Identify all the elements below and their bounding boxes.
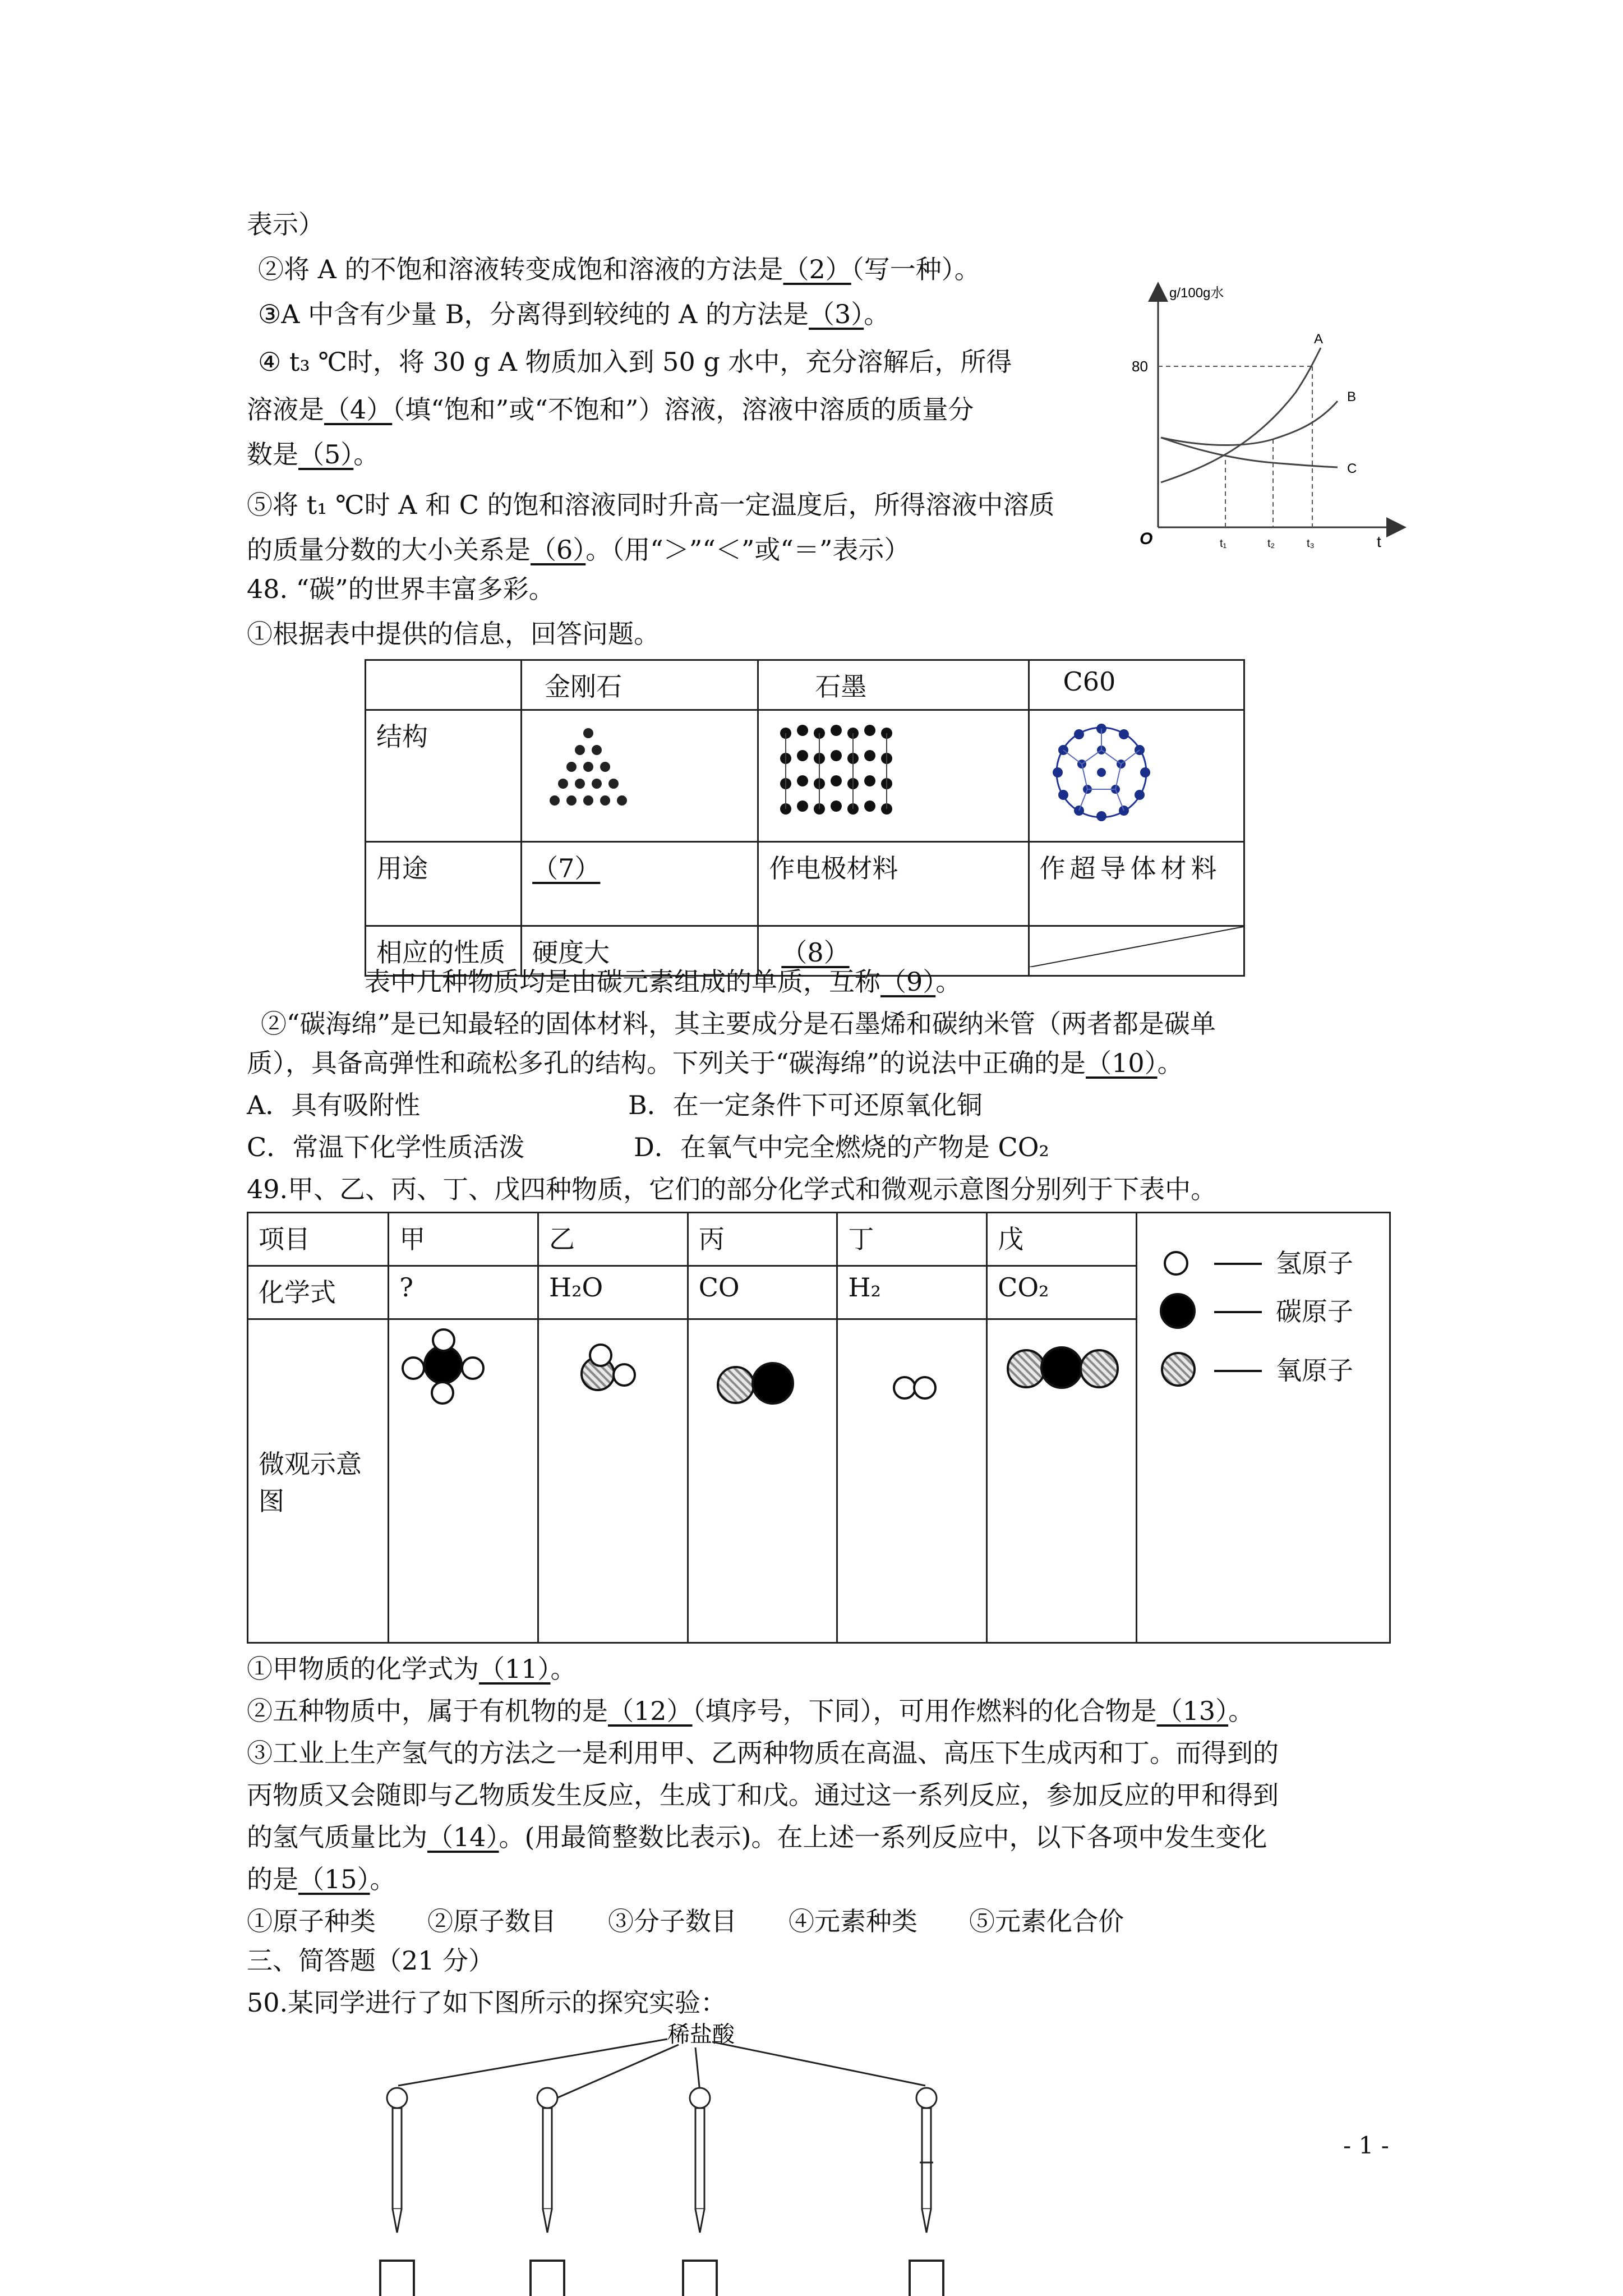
hydrogen-atom: [431, 1381, 454, 1405]
text: ①甲物质的化学式为: [247, 1654, 479, 1684]
q48-note: [365, 965, 961, 999]
formula-yi: H₂O: [538, 1266, 688, 1319]
use-diamond[interactable]: [522, 842, 758, 926]
formula-wu: CO₂: [987, 1266, 1137, 1319]
dropper-2: [537, 2088, 557, 2233]
text: 。: [864, 299, 890, 329]
blank-8[interactable]: （8）: [781, 937, 850, 968]
text: 。: [353, 439, 380, 470]
page-number: - 1 -: [1343, 2132, 1389, 2159]
micro-ding: [837, 1319, 987, 1643]
x-tick-t1: t₁: [1220, 537, 1227, 550]
origin-label: O: [1140, 530, 1153, 548]
option-d[interactable]: D．在氧气中完全燃烧的产物是 CO₂: [634, 1132, 1049, 1162]
q47-line4: [247, 393, 974, 426]
q49-options[interactable]: ①原子种类 ②原子数目 ③分子数目 ④元素种类 ⑤元素化合价: [247, 1906, 1124, 1936]
curve-A: [1161, 348, 1321, 482]
legend-carbon-label: 碳原子: [1276, 1296, 1353, 1327]
text: 的是: [247, 1864, 298, 1894]
q49-title: 49.甲、乙、丙、丁、戊四种物质，它们的部分化学式和微观示意图分别列于下表中。: [247, 1174, 1217, 1204]
legend-dash: [1214, 1370, 1262, 1372]
header-empty: [366, 660, 522, 710]
test-tube-1: [380, 2261, 414, 2296]
property-c60-empty: [1029, 926, 1244, 976]
section-3-heading: 三、简答题（21 分）: [247, 1945, 495, 1976]
formula-ding: H₂: [837, 1266, 987, 1319]
hydrogen-atom: [402, 1356, 425, 1380]
legend-hydrogen-label: 氢原子: [1276, 1248, 1353, 1278]
text: 溶液是: [247, 394, 324, 425]
text: （写一种）。: [851, 254, 980, 284]
blank-10[interactable]: （10）: [1086, 1048, 1158, 1078]
blank-9[interactable]: （9）: [880, 967, 936, 997]
q47-line1: [258, 252, 980, 286]
text: 。（用“＞”“＜”或“＝”表示）: [585, 535, 910, 565]
blank-4[interactable]: （4）: [324, 394, 393, 425]
carbon-atom-bing: [751, 1362, 794, 1405]
item-ding: 丁: [837, 1213, 987, 1266]
c60-structure: [1029, 710, 1244, 842]
graphite-structure: [758, 710, 1029, 842]
legend-carbon-icon: [1160, 1293, 1196, 1329]
blank-2[interactable]: （2）: [783, 254, 851, 284]
text: 质），具备高弹性和疏松多孔的结构。下列关于“碳海绵”的说法中正确的是: [247, 1048, 1086, 1078]
oxygen-atom-bing: [717, 1366, 755, 1404]
q47-line0: 表示）: [247, 209, 324, 240]
text: 的质量分数的大小关系是: [247, 535, 531, 565]
oxygen-atom-wu: [1080, 1349, 1119, 1388]
text: 。: [1157, 1048, 1183, 1078]
header-diamond: 金刚石: [522, 660, 758, 710]
text: 。: [935, 967, 962, 997]
test-tube-2: [531, 2261, 564, 2296]
apparatus-diagram: [348, 2019, 1021, 2296]
dropper-4: [916, 2088, 937, 2233]
series-label-B: B: [1347, 389, 1357, 404]
reagent-label: 稀盐酸: [667, 2022, 735, 2047]
legend-hydrogen-icon: [1164, 1251, 1188, 1276]
q47-line7: [247, 533, 910, 567]
hydrogen-atom: [432, 1328, 455, 1352]
text: （填“饱和”或“不饱和”）溶液，溶液中溶质的质量分: [392, 394, 974, 425]
q48-sub2a: ②“碳海绵”是已知最轻的固体材料，其主要成分是石墨烯和碳纳米管（两者都是碳单: [261, 1009, 1216, 1039]
text: ③A 中含有少量 B，分离得到较纯的 A 的方法是: [258, 299, 809, 329]
q47-line5: [247, 438, 379, 471]
row-use-label: 用途: [366, 842, 522, 926]
formula-label: 化学式: [248, 1266, 389, 1319]
formula-bing: CO: [688, 1266, 837, 1319]
leader-line: [398, 2039, 667, 2086]
q49-s1: [247, 1652, 577, 1686]
q49-s3a: ③工业上生产氢气的方法之一是利用甲、乙两种物质在高温、高压下生成丙和丁。而得到的: [247, 1738, 1279, 1768]
text: 。: [1228, 1696, 1255, 1726]
blank-3[interactable]: （3）: [808, 299, 864, 329]
series-label-C: C: [1347, 461, 1357, 476]
carbon-table: [365, 659, 1245, 977]
row-structure-label: 结构: [366, 710, 522, 842]
y-axis-label: g/100g水: [1169, 286, 1224, 301]
item-label: 项目: [248, 1213, 389, 1266]
q48-sub2b: [247, 1046, 1183, 1080]
q47-line2: [258, 297, 889, 331]
solubility-chart: [1127, 280, 1408, 555]
header-graphite: 石墨: [758, 660, 1029, 710]
q49-s3e: [247, 1862, 396, 1896]
diamond-structure: [522, 710, 758, 842]
graphite-structure-image: [769, 716, 915, 823]
legend-oxygen-label: 氧原子: [1276, 1355, 1353, 1386]
formula-jia: ?: [389, 1266, 538, 1319]
blank-13[interactable]: （13）: [1156, 1696, 1229, 1726]
q47-line3: ④ t₃ ℃时，将 30 g A 物质加入到 50 g 水中，充分溶解后，所得: [258, 347, 1012, 377]
blank-11[interactable]: （11）: [479, 1654, 551, 1684]
text: 的氢气质量比为: [247, 1822, 427, 1852]
c60-structure-image: [1040, 716, 1163, 829]
q49-s3b: 丙物质又会随即与乙物质发生反应，生成丁和戊。通过这一系列反应，参加反应的甲和得到: [247, 1780, 1279, 1810]
dropper-3: [690, 2088, 710, 2233]
series-label-A: A: [1314, 332, 1324, 347]
item-wu: 戊: [987, 1213, 1137, 1266]
q48-sub1: ①根据表中提供的信息，回答问题。: [247, 619, 660, 649]
text: 。(用最简整数比表示)。在上述一系列反应中，以下各项中发生变化: [499, 1822, 1267, 1852]
q47-line6: ⑤将 t₁ ℃时 A 和 C 的饱和溶液同时升高一定温度后，所得溶液中溶质: [247, 490, 1055, 520]
hydrogen-atom: [589, 1343, 612, 1367]
item-bing: 丙: [688, 1213, 837, 1266]
hydrogen-atom: [461, 1356, 485, 1380]
test-tube-3: [683, 2261, 717, 2296]
test-tube-4: [910, 2261, 943, 2296]
option-c[interactable]: C．常温下化学性质活泼: [247, 1132, 525, 1162]
hydrogen-atom: [913, 1376, 937, 1400]
text: 数是: [247, 439, 298, 470]
diagonal-slash: [1030, 927, 1243, 967]
x-tick-t3: t₃: [1307, 537, 1315, 550]
dropper-1: [387, 2088, 407, 2233]
q48-title: 48. “碳”的世界丰富多彩。: [247, 574, 555, 604]
legend-oxygen-icon: [1161, 1352, 1196, 1387]
text: 。: [370, 1864, 396, 1894]
text: （填序号，下同），可用作燃料的化合物是: [692, 1696, 1157, 1726]
x-axis-label: t: [1377, 533, 1381, 550]
use-graphite: 作电极材料: [758, 842, 1029, 926]
legend-dash: [1214, 1311, 1262, 1313]
header-c60: C60: [1029, 660, 1244, 710]
text: ②将 A 的不饱和溶液转变成饱和溶液的方法是: [258, 254, 783, 284]
q49-s3c: [247, 1820, 1267, 1854]
blank-6[interactable]: （6）: [531, 535, 586, 565]
use-c60: 作超导体材料: [1029, 842, 1244, 926]
blank-5[interactable]: （5）: [298, 439, 354, 470]
hydrogen-atom: [612, 1363, 636, 1387]
y-tick-label: 80: [1132, 358, 1148, 375]
diamond-structure-image: [532, 716, 644, 823]
leader-line: [544, 2045, 679, 2104]
molecule-table: [247, 1212, 1391, 1644]
property-diamond: 硬度大: [522, 926, 758, 976]
q50-title: 50.某同学进行了如下图所示的探究实验：: [247, 1987, 727, 2018]
x-tick-t2: t₂: [1267, 537, 1275, 550]
text: 表中几种物质均是由碳元素组成的单质，互称: [365, 967, 880, 997]
blank-12[interactable]: （12）: [608, 1696, 693, 1726]
item-yi: 乙: [538, 1213, 688, 1266]
carbon-atom-wu: [1040, 1346, 1083, 1389]
blank-7[interactable]: （7）: [532, 853, 601, 884]
micro-label: 微观示意图: [248, 1319, 389, 1643]
blank-14[interactable]: （14）: [427, 1822, 499, 1852]
row-property-label: 相应的性质: [366, 926, 522, 976]
q49-s2: [247, 1694, 1254, 1728]
item-jia: 甲: [389, 1213, 538, 1266]
option-b[interactable]: B．在一定条件下可还原氧化铜: [628, 1090, 983, 1120]
option-a[interactable]: A．具有吸附性: [247, 1090, 421, 1120]
blank-15[interactable]: （15）: [298, 1864, 370, 1894]
text: 。: [550, 1654, 577, 1684]
legend-dash: [1214, 1263, 1262, 1265]
text: ②五种物质中，属于有机物的是: [247, 1696, 608, 1726]
leader-line: [712, 2042, 925, 2086]
